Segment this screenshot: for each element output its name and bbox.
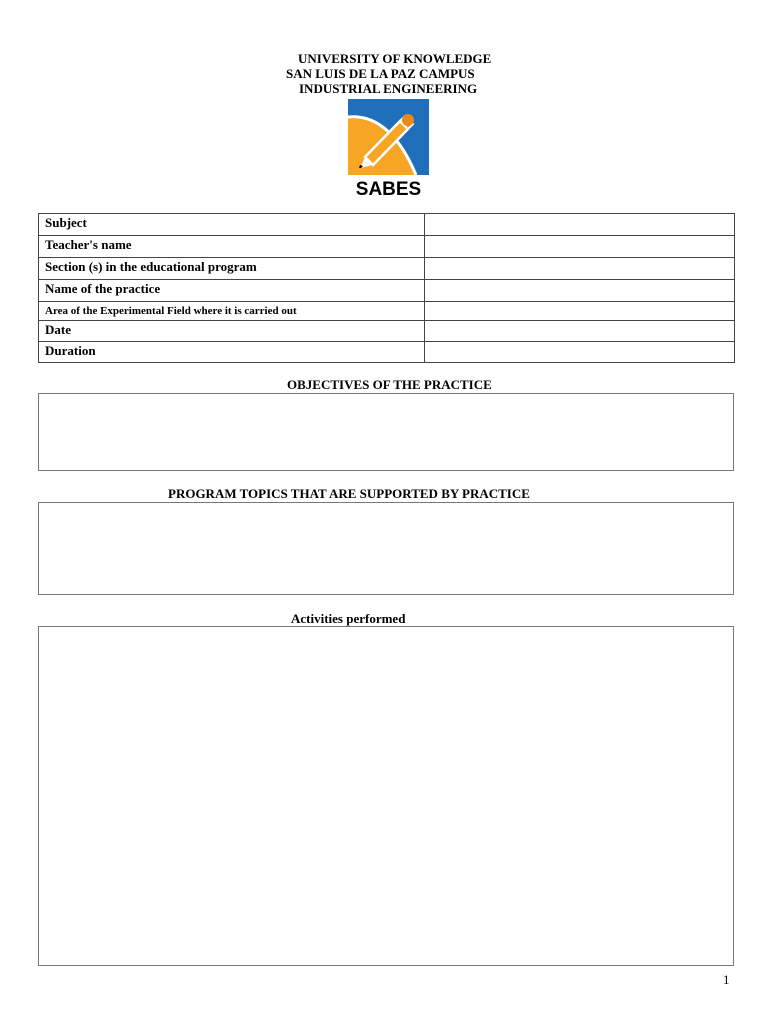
teacher-name-label: Teacher's name	[39, 236, 425, 258]
table-row	[39, 280, 735, 302]
page-number: 1	[723, 972, 730, 987]
table-row	[39, 214, 735, 236]
teacher-name-value[interactable]	[425, 236, 735, 258]
practice-info-table	[38, 213, 735, 363]
table-row	[39, 236, 735, 258]
activities-title: Activities performed	[291, 611, 406, 626]
table-row	[39, 342, 735, 363]
program-topics-box[interactable]	[38, 502, 734, 595]
subject-value[interactable]	[425, 214, 735, 236]
objectives-title: OBJECTIVES OF THE PRACTICE	[287, 377, 492, 392]
university-name: UNIVERSITY OF KNOWLEDGE	[298, 51, 492, 66]
duration-value[interactable]	[425, 342, 735, 363]
section-value[interactable]	[425, 258, 735, 280]
experimental-area-value[interactable]	[425, 302, 735, 321]
campus-name: SAN LUIS DE LA PAZ CAMPUS	[286, 66, 475, 81]
date-label: Date	[39, 321, 425, 342]
experimental-area-label: Area of the Experimental Field where it is carried out	[39, 302, 425, 321]
sabes-logo	[348, 99, 429, 199]
date-value[interactable]	[425, 321, 735, 342]
table-row	[39, 302, 735, 321]
program-topics-title: PROGRAM TOPICS THAT ARE SUPPORTED BY PRACTICE	[168, 486, 530, 501]
activities-box[interactable]	[38, 626, 734, 966]
table-row	[39, 321, 735, 342]
logo-text: SABES	[355, 179, 422, 199]
table-row	[39, 258, 735, 280]
practice-name-value[interactable]	[425, 280, 735, 302]
subject-label: Subject	[39, 214, 425, 236]
section-label: Section (s) in the educational program	[39, 258, 425, 280]
objectives-box[interactable]	[38, 393, 734, 471]
practice-name-label: Name of the practice	[39, 280, 425, 302]
duration-label: Duration	[39, 342, 425, 363]
program-name: INDUSTRIAL ENGINEERING	[299, 81, 478, 96]
